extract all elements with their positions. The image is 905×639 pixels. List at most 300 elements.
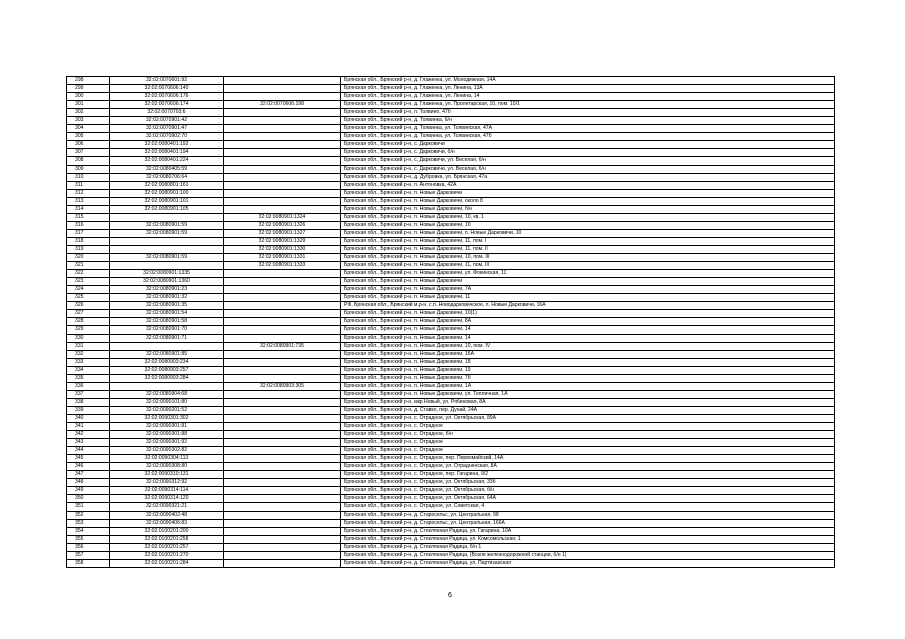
address-cell: Брянская обл., Брянский р-н, п. Новые Дарковичи, ул. Тепличная, 1А [341, 390, 835, 398]
cadastral-number-cell: 32:02:0100201:257 [110, 543, 224, 551]
cadastral-number-cell: 32:02:0080901:54 [110, 310, 224, 318]
related-cadastral-number-cell [224, 390, 341, 398]
cadastral-number-cell: 32:02:0080801:161 [110, 181, 224, 189]
cadastral-number-cell [110, 382, 224, 390]
address-cell: Брянская обл., Брянский р-н, п. Новые Дарковичи, 10 [341, 221, 835, 229]
row-number-cell: 307 [67, 149, 110, 157]
address-cell: Брянская обл., Брянский р-н, д. Толвинка, ул. Толвинская, 47б [341, 133, 835, 141]
table-row [67, 262, 835, 270]
address-cell: Брянская обл., Брянский р-н, д. Старосельс, ул. Центральная, 98 [341, 511, 835, 519]
row-number-cell: 322 [67, 270, 110, 278]
address-cell: Брянская обл., Брянский р-н, с. Дарковичи, ул. Веселая, б/н [341, 157, 835, 165]
address-cell: Брянская обл., Брянский р-н, п. Новые Дарковичи, 1А [341, 382, 835, 390]
related-cadastral-number-cell [224, 278, 341, 286]
cadastral-number-cell: 32:02:0080901:1335 [110, 270, 224, 278]
table-row [67, 350, 835, 358]
row-number-cell: 355 [67, 535, 110, 543]
address-cell: Брянская обл., Брянский р-н, п. Новые Дарковичи, 8А [341, 318, 835, 326]
table-row [67, 495, 835, 503]
table-row [67, 229, 835, 237]
row-number-cell: 316 [67, 221, 110, 229]
row-number-cell: 298 [67, 77, 110, 85]
related-cadastral-number-cell [224, 125, 341, 133]
address-cell: Брянская обл., Брянский р-н, д. Глаженка, ул. Ленина, 14 [341, 93, 835, 101]
address-cell: Брянская обл., Брянский р-н, п. Новые Дарковичи, около 8 [341, 197, 835, 205]
related-cadastral-number-cell [224, 447, 341, 455]
table-row [67, 439, 835, 447]
related-cadastral-number-cell [224, 85, 341, 93]
row-number-cell: 337 [67, 390, 110, 398]
table-row [67, 141, 835, 149]
table-row [67, 205, 835, 213]
cadastral-number-cell: 32:02:0090310:131 [110, 471, 224, 479]
related-cadastral-number-cell: 32:02:0080901:1327 [224, 229, 341, 237]
cadastral-number-cell: 32:02:0090402:48 [110, 511, 224, 519]
table-row [67, 398, 835, 406]
table-row [67, 358, 835, 366]
table-row [67, 189, 835, 197]
cadastral-number-cell: 32:02:0080706:64 [110, 173, 224, 181]
table-row [67, 318, 835, 326]
row-number-cell: 304 [67, 125, 110, 133]
row-number-cell: 314 [67, 205, 110, 213]
table-row [67, 366, 835, 374]
related-cadastral-number-cell [224, 302, 341, 310]
row-number-cell: 344 [67, 447, 110, 455]
cadastral-number-cell: 32:02:0070606:140 [110, 85, 224, 93]
address-cell: Брянская обл., Брянский р-н, с. Отрадное, ул. Советская, 4 [341, 503, 835, 511]
row-number-cell: 354 [67, 527, 110, 535]
cadastral-number-cell: 32:02:0080901:58 [110, 318, 224, 326]
table-row [67, 479, 835, 487]
row-number-cell: 330 [67, 334, 110, 342]
table-row [67, 519, 835, 527]
row-number-cell: 303 [67, 117, 110, 125]
address-cell: Брянская обл., Брянский р-н, с. Отрадное, ул. Октябрьская, 64А [341, 495, 835, 503]
cadastral-number-cell: 32:02:0090308:80 [110, 463, 224, 471]
address-cell: Брянская обл., Брянский р-н, с. Отрадное, пер. Гагарина, 9/2 [341, 471, 835, 479]
row-number-cell: 356 [67, 543, 110, 551]
table-row [67, 342, 835, 350]
row-number-cell: 339 [67, 406, 110, 414]
related-cadastral-number-cell: 32:02:0080901:735 [224, 342, 341, 350]
row-number-cell: 323 [67, 278, 110, 286]
address-cell: Брянская обл., Брянский р-н, с. Дарковичи, ул. Веселая, б/н [341, 165, 835, 173]
table-row [67, 270, 835, 278]
cadastral-number-cell: 32:02:0090101:80 [110, 398, 224, 406]
row-number-cell: 320 [67, 254, 110, 262]
related-cadastral-number-cell [224, 543, 341, 551]
cadastral-number-cell: 32:02:0080901:71 [110, 334, 224, 342]
cadastral-number-cell: 32:02:0070601:92 [110, 77, 224, 85]
row-number-cell: 353 [67, 519, 110, 527]
table-row [67, 254, 835, 262]
cadastral-number-cell: 32:02:0070703:6 [110, 109, 224, 117]
address-cell: Брянская обл., Брянский р-н, д. Глаженка, ул. Молодежная, 14А [341, 77, 835, 85]
related-cadastral-number-cell [224, 519, 341, 527]
address-cell: Брянская обл., Брянский р-н, п. Новые Дарковичи, 7б [341, 374, 835, 382]
cadastral-number-cell: 32:02:0080901:32 [110, 294, 224, 302]
table-row [67, 77, 835, 85]
table-row [67, 245, 835, 253]
table-row [67, 149, 835, 157]
related-cadastral-number-cell [224, 133, 341, 141]
row-number-cell: 326 [67, 302, 110, 310]
cadastral-number-cell: 32:02:0090321:21 [110, 503, 224, 511]
address-cell: Брянская обл., Брянский р-н, с. Отрадное [341, 447, 835, 455]
address-cell: Брянская обл., Брянский р-н, д. Толвинка, ул. Толвинская, 47А [341, 125, 835, 133]
related-cadastral-number-cell [224, 205, 341, 213]
cadastral-number-cell: 32:02:0100201:200 [110, 527, 224, 535]
row-number-cell: 358 [67, 559, 110, 567]
row-number-cell: 345 [67, 455, 110, 463]
related-cadastral-number-cell [224, 511, 341, 519]
address-cell: Брянская обл., Брянский р-н, п. Новые Дарковичи [341, 189, 835, 197]
related-cadastral-number-cell [224, 414, 341, 422]
page-number: 6 [448, 592, 452, 599]
table-row [67, 414, 835, 422]
related-cadastral-number-cell: 32:02:0080901:1324 [224, 213, 341, 221]
table-row [67, 487, 835, 495]
related-cadastral-number-cell [224, 181, 341, 189]
row-number-cell: 305 [67, 133, 110, 141]
table-row [67, 213, 835, 221]
address-cell: Брянская обл., Брянский р-н, д. Толвинка, б/н [341, 117, 835, 125]
cadastral-number-cell: 32:02:0080901:59 [110, 254, 224, 262]
related-cadastral-number-cell [224, 439, 341, 447]
table-row [67, 374, 835, 382]
cadastral-table [66, 76, 835, 568]
address-cell: Брянская обл., Брянский р-н, с. Отрадное, пер. Первомайский, 14А [341, 455, 835, 463]
cadastral-number-cell: 32:02:0070901:42 [110, 117, 224, 125]
row-number-cell: 347 [67, 471, 110, 479]
cadastral-number-cell: 32:02:0070606:176 [110, 93, 224, 101]
related-cadastral-number-cell [224, 197, 341, 205]
cadastral-number-cell: 32:02:0100201:270 [110, 551, 224, 559]
cadastral-number-cell [110, 342, 224, 350]
address-cell: Брянская обл., Брянский р-н, п. Новые Дарковичи, 14 [341, 326, 835, 334]
address-cell: Брянская обл., Брянский р-н, п. Антоновка, 42А [341, 181, 835, 189]
related-cadastral-number-cell [224, 294, 341, 302]
row-number-cell: 309 [67, 165, 110, 173]
table-row [67, 93, 835, 101]
related-cadastral-number-cell [224, 165, 341, 173]
cadastral-number-cell: 32:02:0080405:59 [110, 165, 224, 173]
related-cadastral-number-cell [224, 398, 341, 406]
row-number-cell: 346 [67, 463, 110, 471]
row-number-cell: 334 [67, 366, 110, 374]
row-number-cell: 343 [67, 439, 110, 447]
address-cell: Брянская обл., Брянский р-н, п. Новые Дарковичи, 11, пом. III [341, 262, 835, 270]
cadastral-number-cell: 32:02:0090301:92 [110, 439, 224, 447]
cadastral-number-cell: 32:02:0080901:23 [110, 286, 224, 294]
address-cell: Брянская обл., Брянский р-н, с. Отрадное, ул. Октябрьская, 33б [341, 479, 835, 487]
cadastral-number-cell: 32:02:0070901:47 [110, 125, 224, 133]
address-cell: Брянская обл., Брянский р-н, д. Глаженка, ул. Пролетарская, 10, пом. 10/1 [341, 101, 835, 109]
related-cadastral-number-cell [224, 310, 341, 318]
row-number-cell: 299 [67, 85, 110, 93]
table-row [67, 535, 835, 543]
table-row [67, 278, 835, 286]
address-cell: Брянская обл., Брянский р-н, с. Отрадное, ул. Октябрьская, 89А [341, 414, 835, 422]
cadastral-number-cell: 32:02:0090301:88 [110, 431, 224, 439]
address-cell: Брянская обл., Брянский р-н, п. Новые Дарковичи, 11 [341, 294, 835, 302]
cadastral-number-cell: 32:02:0080903:234 [110, 358, 224, 366]
related-cadastral-number-cell: 32:02:0080901:1330 [224, 245, 341, 253]
row-number-cell: 317 [67, 229, 110, 237]
table-row [67, 382, 835, 390]
table-row [67, 471, 835, 479]
related-cadastral-number-cell [224, 535, 341, 543]
related-cadastral-number-cell [224, 487, 341, 495]
table-row [67, 423, 835, 431]
related-cadastral-number-cell [224, 374, 341, 382]
related-cadastral-number-cell [224, 527, 341, 535]
address-cell: РФ, Брянская обл., Брянский м.р-н, с.п. Новодарковичское, п. Новые Дарковичи, 16А [341, 302, 835, 310]
related-cadastral-number-cell [224, 326, 341, 334]
address-cell: Брянская обл., Брянский р-н, п. Новые Дарковичи, 10, кв. 1 [341, 213, 835, 221]
table-row [67, 326, 835, 334]
row-number-cell: 331 [67, 342, 110, 350]
related-cadastral-number-cell [224, 149, 341, 157]
address-cell: Брянская обл., Брянский р-н, с. Дарковичи [341, 141, 835, 149]
related-cadastral-number-cell [224, 503, 341, 511]
related-cadastral-number-cell [224, 406, 341, 414]
row-number-cell: 315 [67, 213, 110, 221]
table-row [67, 133, 835, 141]
row-number-cell: 350 [67, 495, 110, 503]
row-number-cell: 335 [67, 374, 110, 382]
related-cadastral-number-cell [224, 423, 341, 431]
address-cell: Брянская обл., Брянский р-н, д. Дубровка, ул. Брянская, 47а [341, 173, 835, 181]
row-number-cell: 351 [67, 503, 110, 511]
related-cadastral-number-cell [224, 109, 341, 117]
table-row [67, 101, 835, 109]
row-number-cell: 336 [67, 382, 110, 390]
table-row [67, 221, 835, 229]
row-number-cell: 349 [67, 487, 110, 495]
related-cadastral-number-cell [224, 117, 341, 125]
related-cadastral-number-cell [224, 366, 341, 374]
table-row [67, 447, 835, 455]
table-row [67, 125, 835, 133]
cadastral-number-cell [110, 213, 224, 221]
cadastral-number-cell [110, 245, 224, 253]
table-row [67, 173, 835, 181]
table-row [67, 406, 835, 414]
row-number-cell: 338 [67, 398, 110, 406]
row-number-cell: 313 [67, 197, 110, 205]
row-number-cell: 327 [67, 310, 110, 318]
cadastral-number-cell: 32:02:0070606:174 [110, 101, 224, 109]
cadastral-number-cell: 32:02:0090314:120 [110, 495, 224, 503]
address-cell: Брянская обл., Брянский р-н, д. Старосельс, ул. Центральная, 166А [341, 519, 835, 527]
table-row [67, 85, 835, 93]
cadastral-number-cell: 32:02:0080901:59 [110, 221, 224, 229]
cadastral-number-cell [110, 262, 224, 270]
address-cell: Брянская обл., Брянский р-н, с. Отрадное, ул. Отрадненская, 8А [341, 463, 835, 471]
address-cell: Брянская обл., Брянский р-н, с. Отрадное [341, 439, 835, 447]
related-cadastral-number-cell [224, 350, 341, 358]
cadastral-number-cell: 32:02:0080903:284 [110, 374, 224, 382]
address-cell: Брянская обл., Брянский р-н, п. Новые Дарковичи [341, 278, 835, 286]
row-number-cell: 311 [67, 181, 110, 189]
address-cell: Брянская обл., Брянский р-н, д. Глаженка, ул. Ленина, 13А [341, 85, 835, 93]
address-cell: Брянская обл., Брянский р-н, п. Новые Дарковичи, 7А [341, 286, 835, 294]
address-cell: Брянская обл., Брянский р-н, п. Новые Дарковичи, 18 [341, 358, 835, 366]
row-number-cell: 332 [67, 350, 110, 358]
address-cell: Брянская обл., Брянский р-н, п. Толвино, 47б [341, 109, 835, 117]
table-row [67, 503, 835, 511]
address-cell: Брянская обл., Брянский р-н, п. Новые Дарковичи, 10, пом. IV [341, 342, 835, 350]
address-cell: Брянская обл., Брянский р-н, с. Отрадное, ул. Октябрьская, б/н [341, 487, 835, 495]
address-cell: Брянская обл., Брянский р-н, д. Стеклянная Радица, б/н 1 [341, 543, 835, 551]
related-cadastral-number-cell [224, 93, 341, 101]
related-cadastral-number-cell: 32:02:0080901:1331 [224, 254, 341, 262]
row-number-cell: 342 [67, 431, 110, 439]
related-cadastral-number-cell [224, 189, 341, 197]
table-row [67, 431, 835, 439]
table-row [67, 334, 835, 342]
address-cell: Брянская обл., Брянский р-н, п. Новые Дарковичи, п. Новые Дарковичи, 10 [341, 229, 835, 237]
table-row [67, 455, 835, 463]
cadastral-number-cell: 32:02:0100201:284 [110, 559, 224, 567]
table-row [67, 109, 835, 117]
related-cadastral-number-cell [224, 173, 341, 181]
related-cadastral-number-cell [224, 463, 341, 471]
table-row [67, 165, 835, 173]
cadastral-number-cell: 32:02:0080901:35 [110, 302, 224, 310]
cadastral-number-cell: 32:02:0080901:100 [110, 189, 224, 197]
related-cadastral-number-cell [224, 551, 341, 559]
cadastral-number-cell: 32:02:0080901:85 [110, 350, 224, 358]
row-number-cell: 357 [67, 551, 110, 559]
table-row [67, 527, 835, 535]
related-cadastral-number-cell [224, 334, 341, 342]
cadastral-number-cell: 32:02:0080901:59 [110, 229, 224, 237]
address-cell: Брянская обл., Брянский р-н, п. Новые Дарковичи, 10, пом. III [341, 254, 835, 262]
table-row [67, 543, 835, 551]
cadastral-number-cell: 32:02:0070902:70 [110, 133, 224, 141]
row-number-cell: 325 [67, 294, 110, 302]
cadastral-number-cell [110, 237, 224, 245]
address-cell: Брянская обл., Брянский р-н, д. Стеклянная Радица, ул. Комсомольская, 1 [341, 535, 835, 543]
related-cadastral-number-cell [224, 270, 341, 278]
address-cell: Брянская обл., Брянский р-н, п. Новые Дарковичи, 19 [341, 366, 835, 374]
cadastral-number-cell: 32:02:0080901:1360 [110, 278, 224, 286]
address-cell: Брянская обл., Брянский р-н, д. Ставко, пер. Дунай, 24А [341, 406, 835, 414]
table-row [67, 237, 835, 245]
cadastral-number-cell: 32:02:0090301:81 [110, 423, 224, 431]
cadastral-table-body [67, 77, 835, 568]
cadastral-number-cell: 32:02:0090406:83 [110, 519, 224, 527]
row-number-cell: 308 [67, 157, 110, 165]
cadastral-number-cell: 32:02:0090201:52 [110, 406, 224, 414]
row-number-cell: 301 [67, 101, 110, 109]
row-number-cell: 310 [67, 173, 110, 181]
address-cell: Брянская обл., Брянский р-н, с. Дарковичи, б/н [341, 149, 835, 157]
row-number-cell: 306 [67, 141, 110, 149]
table-row [67, 294, 835, 302]
table-row [67, 551, 835, 559]
related-cadastral-number-cell [224, 318, 341, 326]
table-row [67, 390, 835, 398]
table-row [67, 286, 835, 294]
row-number-cell: 324 [67, 286, 110, 294]
table-row [67, 559, 835, 567]
row-number-cell: 328 [67, 318, 110, 326]
row-number-cell: 340 [67, 414, 110, 422]
related-cadastral-number-cell [224, 559, 341, 567]
cadastral-number-cell: 32:02:0080401:192 [110, 141, 224, 149]
address-cell: Брянская обл., Брянский р-н, п. Новые Дарковичи, б/н [341, 205, 835, 213]
cadastral-number-cell: 32:02:0090301:302 [110, 414, 224, 422]
address-cell: Брянская обл., Брянский р-н, д. Стеклянная Радица, ул. Гагарина, 10А [341, 527, 835, 535]
row-number-cell: 352 [67, 511, 110, 519]
row-number-cell: 341 [67, 423, 110, 431]
related-cadastral-number-cell: 32:02:0080901:1326 [224, 221, 341, 229]
cadastral-number-cell: 32:02:0090314:114 [110, 487, 224, 495]
table-row [67, 117, 835, 125]
cadastral-number-cell: 32:02:0080901:101 [110, 197, 224, 205]
table-row [67, 310, 835, 318]
row-number-cell: 333 [67, 358, 110, 366]
table-row [67, 302, 835, 310]
cadastral-number-cell: 32:02:0080904:68 [110, 390, 224, 398]
related-cadastral-number-cell [224, 495, 341, 503]
related-cadastral-number-cell: 32:02:0070606:198 [224, 101, 341, 109]
related-cadastral-number-cell [224, 455, 341, 463]
row-number-cell: 312 [67, 189, 110, 197]
cadastral-number-cell: 32:02:0090304:113 [110, 455, 224, 463]
related-cadastral-number-cell: 32:02:0080903:305 [224, 382, 341, 390]
cadastral-number-cell: 32:02:0080903:257 [110, 366, 224, 374]
table-row [67, 181, 835, 189]
address-cell: Брянская обл., Брянский р-н, мкр Новый, ул. Рябиновая, 8А [341, 398, 835, 406]
table-row [67, 463, 835, 471]
cadastral-number-cell: 32:02:0080901:70 [110, 326, 224, 334]
table-row [67, 511, 835, 519]
related-cadastral-number-cell [224, 77, 341, 85]
cadastral-number-cell: 32:02:0080401:224 [110, 157, 224, 165]
address-cell: Брянская обл., Брянский р-н, п. Новые Дарковичи, 11, пом. II [341, 245, 835, 253]
row-number-cell: 300 [67, 93, 110, 101]
row-number-cell: 348 [67, 479, 110, 487]
cadastral-number-cell: 32:02:0100201:258 [110, 535, 224, 543]
address-cell: Брянская обл., Брянский р-н, д. Стеклянная Радица, ул. Партизанская [341, 559, 835, 567]
address-cell: Брянская обл., Брянский р-н, с. Отрадное, б/н [341, 431, 835, 439]
related-cadastral-number-cell [224, 471, 341, 479]
related-cadastral-number-cell [224, 479, 341, 487]
address-cell: Брянская обл., Брянский р-н, п. Новые Дарковичи, 14 [341, 334, 835, 342]
row-number-cell: 318 [67, 237, 110, 245]
related-cadastral-number-cell: 32:02:0080901:1333 [224, 262, 341, 270]
related-cadastral-number-cell [224, 157, 341, 165]
cadastral-number-cell: 32:02:0090312:92 [110, 479, 224, 487]
related-cadastral-number-cell [224, 431, 341, 439]
address-cell: Брянская обл., Брянский р-н, п. Новые Дарковичи, 10(1) [341, 310, 835, 318]
related-cadastral-number-cell [224, 286, 341, 294]
cadastral-number-cell: 32:02:0080401:194 [110, 149, 224, 157]
row-number-cell: 321 [67, 262, 110, 270]
cadastral-number-cell: 32:02:0080901:105 [110, 205, 224, 213]
address-cell: Брянская обл., Брянский р-н, с. Отрадное [341, 423, 835, 431]
cadastral-number-cell: 32:02:0090302:82 [110, 447, 224, 455]
row-number-cell: 319 [67, 245, 110, 253]
row-number-cell: 329 [67, 326, 110, 334]
row-number-cell: 302 [67, 109, 110, 117]
address-cell: Брянская обл., Брянский р-н, п. Новые Дарковичи, 11, пом. I [341, 237, 835, 245]
